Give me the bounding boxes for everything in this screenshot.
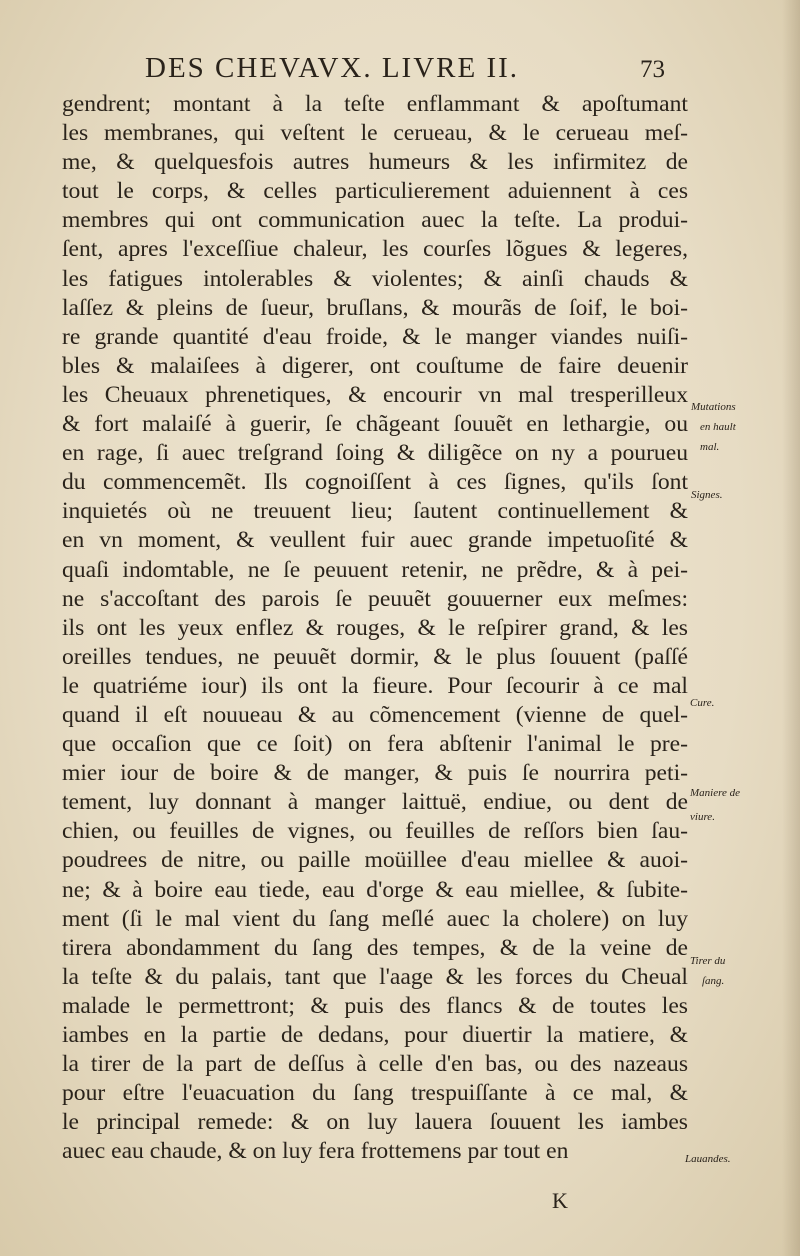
margin-note-tirer-du: Tirer du [690, 955, 726, 967]
signature-mark: K [552, 1188, 568, 1213]
text-line: & fort malaiſé à guerir, ſe chãgeant ſouuẽt en lethargie, ou [62, 411, 688, 438]
text-line: poudrees de nitre, ou paille moüillee d'eau miellee & auoi- [62, 847, 688, 874]
text-line: quaſi indomtable, ne ſe peuuent retenir, ne prẽdre, & à pei- [62, 556, 688, 583]
text-line: la teſte & du palais, tant que l'aage & les forces du Cheual [62, 963, 688, 990]
text-line: mier iour de boire & de manger, & puis ſe nourrira peti- [62, 760, 688, 787]
text-line: laſſez & pleins de ſueur, bruſlans, & mourãs de ſoif, le boi- [62, 294, 688, 321]
text-line: me, & quelquesfois autres humeurs & les infirmitez de [62, 149, 688, 176]
text-line: ne; & à boire eau tiede, eau d'orge & eau miellee, & ſubite- [62, 876, 688, 903]
margin-note-mutations: Mutations [691, 401, 736, 413]
text-line: ſent, apres l'exceſſiue chaleur, les courſes lõgues & legeres, [62, 236, 688, 263]
text-line: chien, ou feuilles de vignes, ou feuilles de reſſors bien ſau- [62, 818, 688, 845]
text-line: le principal remede: & on luy lauera ſouuent les iambes [62, 1109, 688, 1136]
running-header [145, 52, 665, 92]
text-line: du commencemẽt. Ils cognoiſſent à ces ſignes, qu'ils ſont [62, 469, 688, 496]
text-line: quand il eſt nouueau & au cõmencement (vienne de quel- [62, 701, 688, 728]
margin-note-sang: ſang. [702, 975, 725, 987]
text-line: pour eſtre l'euacuation du ſang trespuiſſante à ce mal, & [62, 1080, 688, 1107]
text-line: membres qui ont communication auec la teſte. La produi- [62, 207, 688, 234]
text-line: re grande quantité d'eau froide, & le manger viandes nuiſi- [62, 323, 688, 350]
body-text [62, 90, 688, 1166]
text-line: inquietés où ne treuuent lieu; ſautent continuellement & [62, 498, 688, 525]
text-line: en rage, ſi auec treſgrand ſoing & diligẽce on ny a pourueu [62, 440, 688, 467]
margin-note-viure: viure. [690, 811, 715, 823]
text-line: oreilles tendues, ne peuuẽt dormir, & le plus ſouuent (paſſé [62, 643, 688, 670]
text-line: auec eau chaude, & on luy fera frottemens par tout en [62, 1138, 569, 1165]
text-line: ne s'accoſtant des parois ſe peuuẽt gouuerner eux meſmes: [62, 585, 688, 612]
text-line: ment (ſi le mal vient du ſang meſlé auec la cholere) on luy [62, 905, 688, 932]
margin-note-lauandes: Lauandes. [685, 1153, 731, 1165]
text-line: gendrent; montant à la teſte enflammant & apoſtumant [62, 91, 688, 117]
text-line: le quatriéme iour) ils ont la fieure. Pour ſecourir à ce mal [62, 672, 688, 699]
text-line: bles & malaiſees à digerer, ont couſtume de faire deuenir [62, 352, 688, 379]
text-line: les fatigues intolerables & violentes; & ainſi chauds & [62, 265, 688, 292]
text-line: les Cheuaux phrenetiques, & encourir vn mal tresperilleux [62, 381, 688, 408]
text-line: tirera abondamment du ſang des tempes, & de la veine de [62, 934, 688, 961]
margin-note-cure: Cure. [690, 697, 715, 709]
margin-note-signes: Signes. [691, 489, 723, 501]
text-line: la tirer de la part de deſſus à celle d'en bas, ou des nazeaus [62, 1051, 688, 1078]
text-line: tout le corps, & celles particulierement aduiennent à ces [62, 178, 688, 205]
page-number: 73 [640, 56, 665, 83]
margin-note-maniere-de: Maniere de [690, 787, 740, 799]
text-line: en vn moment, & veullent fuir auec grande impetuoſité & [62, 527, 688, 554]
page-edge-shadow [782, 0, 800, 1256]
text-line: les membranes, qui veſtent le cerueau, & le cerueau meſ- [62, 120, 688, 147]
text-line: que occaſion que ce ſoit) on fera abſtenir l'animal le pre- [62, 731, 688, 758]
text-line: iambes en la partie de dedans, pour diuertir la matiere, & [62, 1022, 688, 1048]
text-line: malade le permettront; & puis des flancs & de toutes les [62, 992, 688, 1019]
margin-note-mal: mal. [700, 441, 720, 453]
text-line: tement, luy donnant à manger laittuë, endiue, ou dent de [62, 789, 688, 816]
margin-note-en-hault: en hault [700, 421, 736, 433]
running-title: DES CHEVAVX. LIVRE II. [145, 52, 520, 84]
text-line: ils ont les yeux enflez & rouges, & le reſpirer grand, & les [62, 614, 688, 641]
